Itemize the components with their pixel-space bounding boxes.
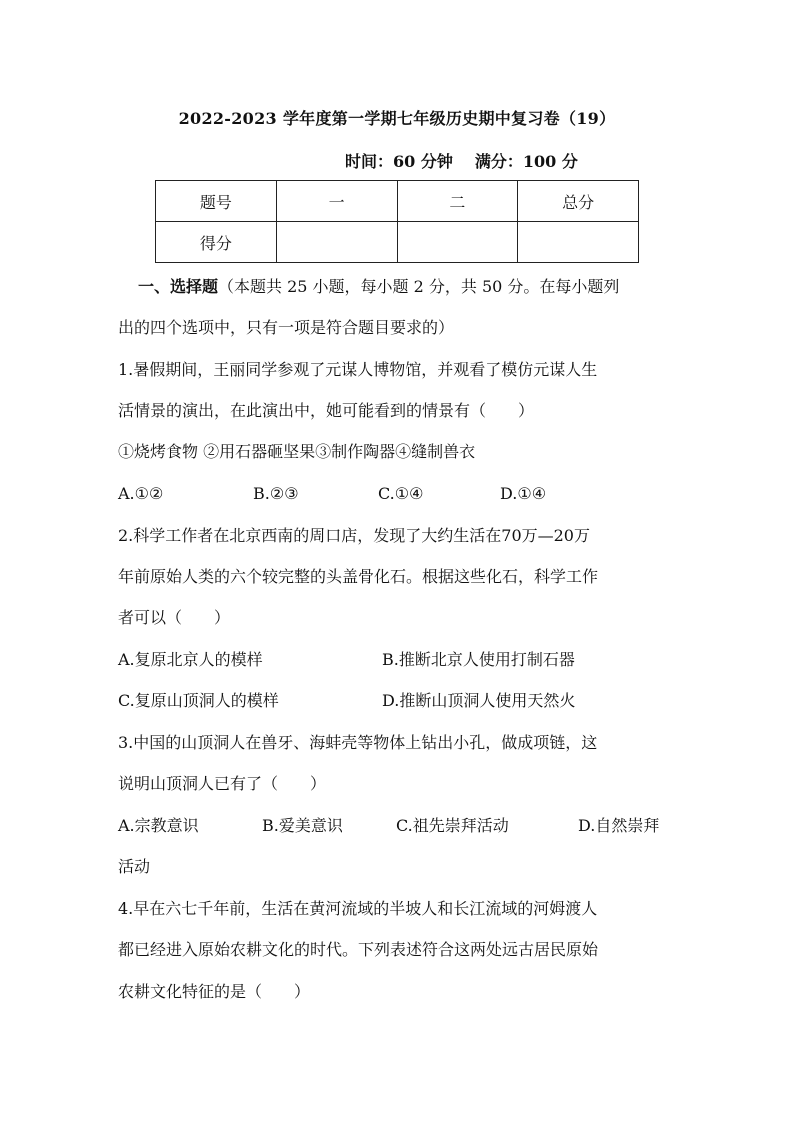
q1-line1: 1.暑假期间，王丽同学参观了元谋人博物馆，并观看了模仿元谋人生 [118,360,598,379]
score-header-number: 题号 [156,181,277,222]
q1-extra: ①烧烤食物 ②用石器砸坚果③制作陶器④缝制兽衣 [118,442,476,461]
q1-options [118,484,688,504]
q2-option-d[interactable]: D.推断山顶洞人使用天然火 [382,691,576,710]
score-cell-part1[interactable] [276,222,397,263]
full-score: 满分：100 分 [474,152,578,171]
q3-option-b[interactable]: B.爱美意识 [262,816,343,835]
time-limit: 时间：60 分钟 [345,152,453,171]
section1-instruction-a: （本题共 25 小题，每小题 2 分，共 50 分。在每小题列 [218,277,620,296]
score-cell-total[interactable] [518,222,639,263]
score-table-header-row [156,181,639,222]
score-table-score-row [156,222,639,263]
q1-option-a[interactable]: A.①② [118,484,164,503]
q2-option-c[interactable]: C.复原山顶洞人的模样 [118,691,279,710]
q4-line2: 都已经进入原始农耕文化的时代。下列表述符合这两处远古居民原始 [118,940,599,959]
q1-option-b[interactable]: B.②③ [253,484,299,503]
q3-option-d-wrap: 活动 [118,857,151,876]
section1-heading: 一、选择题 [138,277,219,296]
q1-option-d[interactable]: D.①④ [500,484,547,503]
q2-options-row2 [118,691,688,711]
q2-line1: 2.科学工作者在北京西南的周口店，发现了大约生活在70万—20万 [118,526,590,545]
exam-time-info [345,149,578,172]
score-row-label: 得分 [156,222,277,263]
q3-line1: 3.中国的山顶洞人在兽牙、海蚌壳等物体上钻出小孔，做成项链，这 [118,733,598,752]
section1-line1 [138,277,708,297]
q1-line2: 活情景的演出，在此演出中，她可能看到的情景有（ ） [118,401,535,420]
q1-option-c[interactable]: C.①④ [378,484,424,503]
q3-line2: 说明山顶洞人已有了（ ） [118,774,327,793]
q2-line3: 者可以（ ） [118,608,231,627]
q2-line2: 年前原始人类的六个较完整的头盖骨化石。根据这些化石，科学工作 [118,567,599,586]
q3-option-a[interactable]: A.宗教意识 [118,816,199,835]
score-header-part2: 二 [397,181,518,222]
score-header-part1: 一 [276,181,397,222]
q4-line3: 农耕文化特征的是（ ） [118,982,311,1001]
score-header-total: 总分 [518,181,639,222]
exam-title: 2022-2023 学年度第一学期七年级历史期中复习卷（19） [178,109,616,128]
score-table [155,180,639,263]
section1-instruction-b: 出的四个选项中，只有一项是符合题目要求的） [118,318,455,337]
q3-option-c[interactable]: C.祖先崇拜活动 [396,816,509,835]
q2-option-a[interactable]: A.复原北京人的模样 [118,650,263,669]
q2-option-b[interactable]: B.推断北京人使用打制石器 [382,650,575,669]
q4-line1: 4.早在六七千年前，生活在黄河流域的半坡人和长江流域的河姆渡人 [118,899,598,918]
q2-options-row1 [118,650,688,670]
score-cell-part2[interactable] [397,222,518,263]
q3-options [118,816,688,836]
q3-option-d[interactable]: D.自然崇拜 [578,816,660,835]
